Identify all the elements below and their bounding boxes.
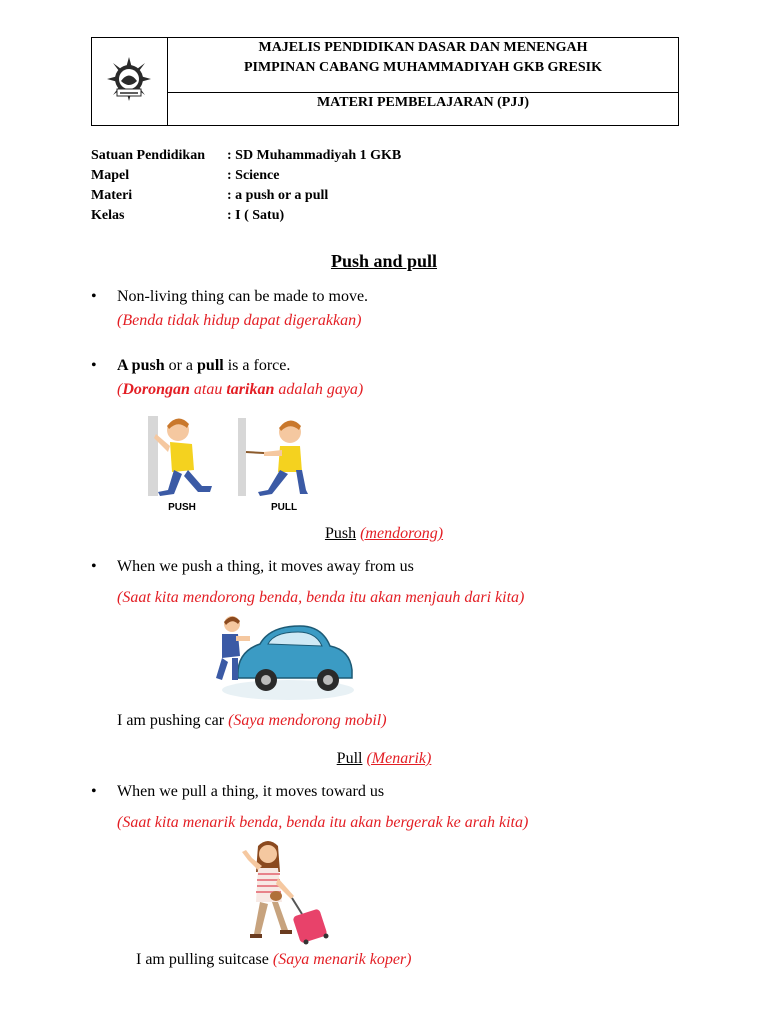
suitcase-icon xyxy=(292,898,329,945)
info-row-materi xyxy=(91,188,328,204)
info-value: : a push or a pull xyxy=(227,188,329,203)
info-value: : SD Muhammadiyah 1 GKB xyxy=(227,148,402,163)
info-row-satuan xyxy=(91,148,401,164)
pulling-boy-icon xyxy=(246,420,308,496)
bullet-dot: • xyxy=(91,288,97,305)
bullet-dot: • xyxy=(91,558,97,575)
pushing-boy-icon xyxy=(154,418,212,496)
girl-icon xyxy=(242,841,294,938)
header-divider xyxy=(168,92,678,93)
push-label: PUSH xyxy=(168,502,196,513)
header-box xyxy=(91,37,679,126)
wall xyxy=(148,416,158,496)
info-label: Mapel xyxy=(91,168,130,183)
info-label: Kelas xyxy=(91,208,125,223)
push-caption: I am pushing car (Saya mendorong mobil) xyxy=(117,712,387,729)
info-value: : Science xyxy=(227,168,280,183)
header-line-2: PIMPINAN CABANG MUHAMMADIYAH GKB GRESIK xyxy=(243,60,603,75)
pull-bullet-text: When we pull a thing, it moves toward us xyxy=(117,783,385,800)
bullet-1-text: Non-living thing can be made to move. xyxy=(117,288,369,305)
push-bullet-translation: (Saat kita mendorong benda, benda itu akan menjauh dari kita) xyxy=(117,589,525,606)
bullet-2-translation: (Dorongan atau tarikan adalah gaya) xyxy=(117,381,364,398)
info-value: : I ( Satu) xyxy=(227,208,285,223)
info-row-kelas xyxy=(91,208,284,224)
wall xyxy=(238,418,246,496)
bullet-2-text: A push or a pull is a force. xyxy=(117,357,291,374)
pull-bullet-translation: (Saat kita menarik benda, benda itu akan bergerak ke arah kita) xyxy=(117,814,529,831)
bullet-dot: • xyxy=(91,357,97,374)
pulling-suitcase-illustration xyxy=(236,838,336,946)
push-bullet-text: When we push a thing, it moves away from us xyxy=(117,558,414,575)
page-title: Push and pull xyxy=(330,251,438,271)
bullet-1-translation: (Benda tidak hidup dapat digerakkan) xyxy=(117,312,362,329)
pushing-car-illustration xyxy=(210,612,360,704)
logo-cell xyxy=(92,38,168,125)
pull-label: PULL xyxy=(270,502,298,513)
bullet-dot: • xyxy=(91,783,97,800)
header-line-3: MATERI PEMBELAJARAN (PJJ) xyxy=(316,95,530,110)
header-line-1: MAJELIS PENDIDIKAN DASAR DAN MENENGAH xyxy=(258,40,588,55)
pull-section-title: Pull (Menarik) xyxy=(336,750,432,767)
push-pull-illustration xyxy=(140,412,320,516)
info-row-mapel xyxy=(91,168,279,184)
push-section-title: Push (mendorong) xyxy=(324,525,444,542)
info-label: Materi xyxy=(91,188,133,203)
info-label: Satuan Pendidikan xyxy=(91,148,205,163)
muhammadiyah-logo-icon xyxy=(106,56,152,102)
pull-caption: I am pulling suitcase (Saya menarik koper) xyxy=(136,951,412,968)
